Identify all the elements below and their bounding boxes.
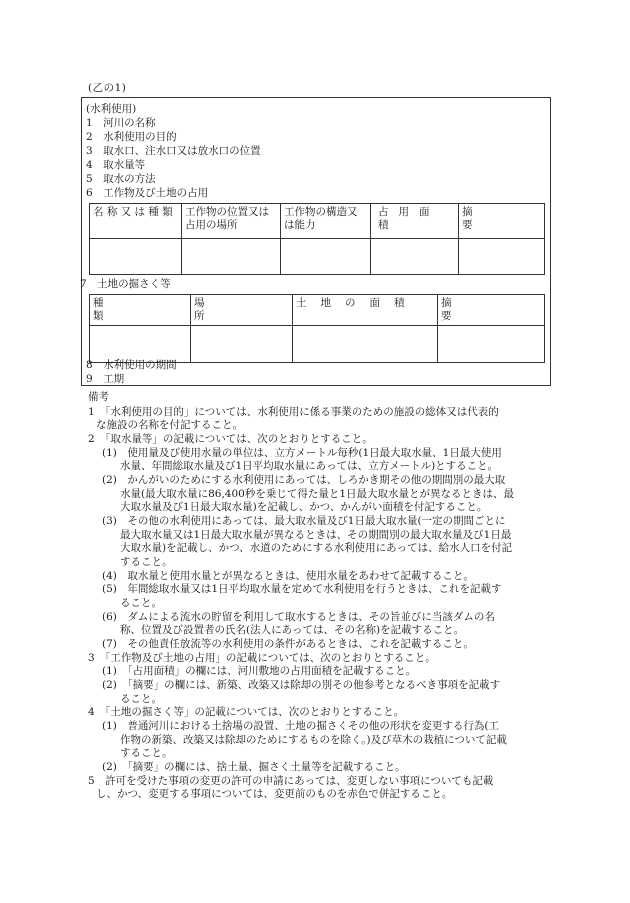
header-area-text: 占用面積 <box>378 206 440 232</box>
note-line: ること。 <box>120 597 162 609</box>
table-cell[interactable] <box>182 239 281 275</box>
note-line: 大取水量及び1日最大取水量)を記載し、かつ、かんがい面積を付記すること。 <box>120 501 488 513</box>
header-area <box>371 204 459 239</box>
header-land-area-text: 土地の面積 <box>296 297 419 309</box>
table-cell[interactable] <box>293 326 438 363</box>
note-line: 3 「工作物及び土地の占用」の記載については、次のとおりとすること。 <box>88 652 436 664</box>
note-line: 2 「取水量等」の記載については、次のとおりとすること。 <box>88 433 373 445</box>
note-line: 4 「土地の掘さく等」の記載については、次のとおりとすること。 <box>88 706 405 718</box>
note-line: (5) 年間総取水量又は1日平均取水量を定めて水利使用を行うときは、これを記載す <box>102 583 502 595</box>
item-intake-position: 3 取水口、注水口又は放水口の位置 <box>86 145 261 157</box>
table-cell[interactable] <box>281 239 371 275</box>
note-line: 水量(最大取水量に86,400秒を乗じて得た量と1日最大取水量とが異なるときは、最 <box>120 488 515 500</box>
note-line: (2) 「摘要」の欄には、新築、改築又は除却の別その他参考となるべき事項を記載す <box>102 679 501 691</box>
header-summary <box>459 204 545 239</box>
item-intake-method: 5 取水の方法 <box>86 173 156 185</box>
table-cell[interactable] <box>438 326 545 363</box>
note-line: (4) 取水量と使用水量とが異なるときは、使用水量をあわせて記載すること。 <box>102 570 474 582</box>
table-cell[interactable] <box>90 239 182 275</box>
note-line: 大取水量)を記載し、かつ、水道のためにする水利使用にあっては、給水人口を付記 <box>120 542 513 554</box>
note-line: (2) かんがいのためにする水利使用にあっては、しろかき期その他の期間別の最大取 <box>102 474 506 486</box>
header-place <box>191 295 293 326</box>
frame-heading: (水利使用) <box>86 103 137 115</box>
note-line: し、かつ、変更する事項については、変更前のものを赤色で併記すること。 <box>96 788 453 800</box>
note-line: (7) その他責任放流等の水利使用の条件があるときは、これを記載すること。 <box>102 638 474 650</box>
note-line: 称、位置及び設置者の氏名(法人にあっては、その名称)を記載すること。 <box>120 624 465 636</box>
header-structure: 工作物の構造又は能力 <box>281 204 371 239</box>
header-summary-text: 摘要 <box>462 206 531 232</box>
header-position: 工作物の位置又は占用の場所 <box>182 204 281 239</box>
item-purpose: 2 水利使用の目的 <box>86 131 177 143</box>
header-type <box>90 295 191 326</box>
note-line: (1) 使用量及び使用水量の単位は、立方メートル毎秒(1日最大取水量、1日最大使用 <box>102 447 502 459</box>
form-number: (乙の1) <box>88 82 127 94</box>
header-summary-2-text: 摘要 <box>441 297 524 323</box>
note-line: (2) 「摘要」の欄には、捨土量、掘さく土量等を記載すること。 <box>102 761 406 773</box>
item-excavation: 7 土地の掘さく等 <box>80 278 171 290</box>
table-cell[interactable] <box>459 239 545 275</box>
header-summary-2 <box>438 295 545 326</box>
excavation-table <box>89 294 545 363</box>
note-line: (6) ダムによる流水の貯留を利用して取水するときは、その旨並びに当該ダムの名 <box>102 611 495 623</box>
note-line: すること。 <box>120 747 173 759</box>
note-line: 1 「水利使用の目的」については、水利使用に係る事業のための施設の総体又は代表的 <box>88 406 499 418</box>
table-cell[interactable] <box>371 239 459 275</box>
header-name-or-type: 名 称 又 は 種 類 <box>90 204 182 239</box>
note-line: 作物の新築、改築又は除却のためにするものを除く。)及び草木の栽植について記載 <box>120 734 507 746</box>
item-river-name: 1 河川の名称 <box>86 117 156 129</box>
note-line: 最大取水量又は1日最大取水量が異なるときは、その期間別の最大取水量及び1日最 <box>120 529 512 541</box>
note-line: (1) 普通河川における土捨場の設置、土地の掘さくその他の形状を変更する行為(工 <box>102 720 499 732</box>
note-line: 水量、年間総取水量及び1日平均取水量にあっては、立方メートル)とすること。 <box>120 460 499 472</box>
table-cell[interactable] <box>90 326 191 363</box>
item-intake-volume: 4 取水量等 <box>86 159 146 171</box>
note-line: ること。 <box>120 693 162 705</box>
note-line: すること。 <box>120 556 173 568</box>
table-cell[interactable] <box>191 326 293 363</box>
note-line: (3) その他の水利使用にあっては、最大取水量及び1日最大取水量(一定の期間ごとに <box>102 515 506 527</box>
item-construction-period: 9 工期 <box>86 373 125 385</box>
header-place-text: 場所 <box>194 297 275 323</box>
note-line: 5 許可を受けた事項の変更の許可の申請にあっては、変更しない事項についても記載 <box>88 775 494 787</box>
notes-title: 備考 <box>88 391 109 403</box>
note-line: な施設の名称を付記すること。 <box>96 419 243 431</box>
occupancy-table <box>89 203 545 275</box>
header-type-text: 種類 <box>93 297 174 323</box>
header-land-area <box>293 295 438 326</box>
item-period: 8 水利使用の期間 <box>86 359 177 371</box>
item-occupancy: 6 工作物及び土地の占用 <box>86 187 209 199</box>
water-use-frame <box>81 97 551 386</box>
note-line: (1) 「占用面積」の欄には、河川敷地の占用面積を記載すること。 <box>102 665 417 677</box>
